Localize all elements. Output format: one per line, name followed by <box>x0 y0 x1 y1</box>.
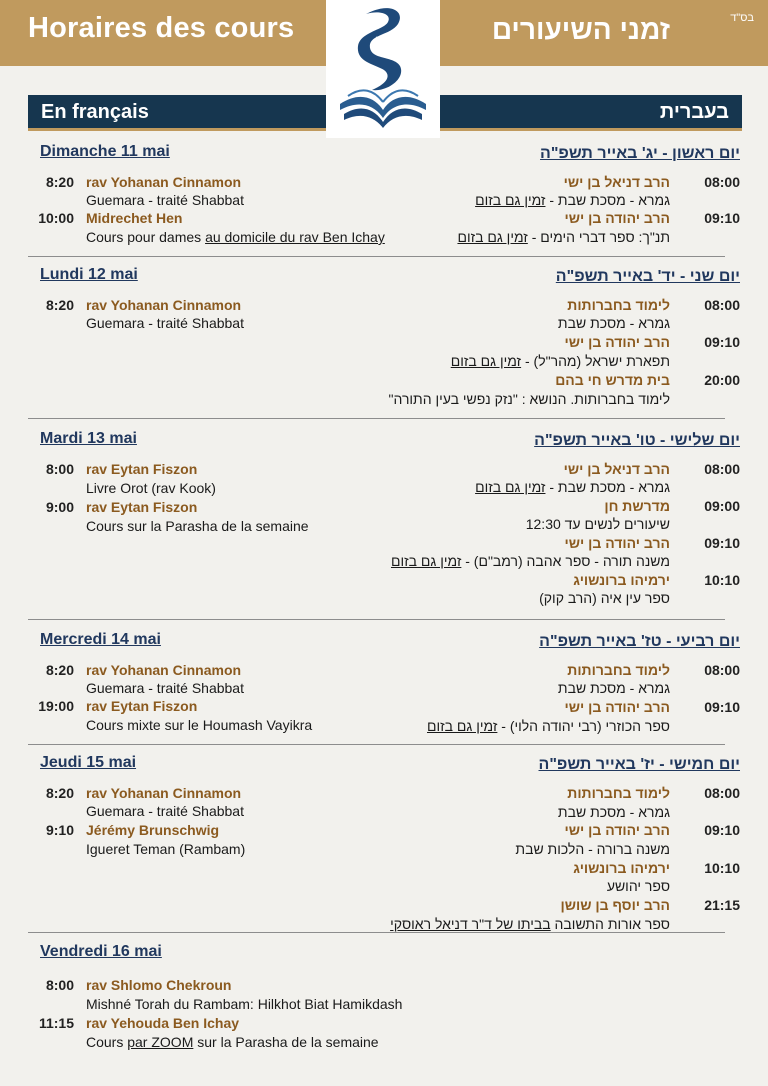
course-description: לימוד בחברותות. הנושא : "נזק נפשי בעין התורה" <box>388 391 670 407</box>
course-description: Guemara - traité Shabbat <box>86 680 244 696</box>
day-monday <box>28 266 742 416</box>
course-description: Cours sur la Parasha de la semaine <box>86 518 309 534</box>
course-description: Igueret Teman (Rambam) <box>86 841 246 857</box>
logo <box>326 0 440 138</box>
course-description: גמרא - מסכת שבת <box>557 680 670 696</box>
day-title-french: Mercredi 14 mai <box>40 631 161 648</box>
zoom-link[interactable]: זמין גם בזום <box>390 553 462 569</box>
course-description: ספר אורות התשובה בביתו של ד"ר דניאל ראוסקי <box>390 916 670 932</box>
lang-label-french: En français <box>41 101 149 123</box>
course-description: גמרא - מסכת שבת - זמין גם בזום <box>475 192 670 208</box>
day-thursday <box>28 754 742 934</box>
course-description: משנה ברורה - הלכות שבת <box>515 841 670 857</box>
day-title-french: Lundi 12 mai <box>40 266 138 283</box>
course-description: תנ"ך: ספר דברי הימים - זמין גם בזום <box>457 229 670 245</box>
day-title-hebrew: יום חמישי - יז' באייר תשפ"ה <box>538 756 740 773</box>
course-description: ספר יהושע <box>606 878 670 894</box>
divider <box>28 744 725 745</box>
course-description: ספר הכוזרי (רבי יהודה הלוי) - זמין גם בזום <box>427 718 670 734</box>
day-title-french: Dimanche 11 mai <box>40 143 170 160</box>
day-title-hebrew: יום ראשון - יג' באייר תשפ"ה <box>540 145 740 162</box>
teacher-name: rav Yohanan Cinnamon <box>86 785 242 801</box>
zoom-link[interactable]: זמין גם בזום <box>427 718 498 734</box>
teacher-name: מדרשת חן <box>604 498 670 514</box>
day-title-hebrew: יום רביעי - טז' באייר תשפ"ה <box>539 633 740 650</box>
course-description: שיעורים לנשים עד 12:30 <box>525 516 670 532</box>
day-wednesday <box>28 631 742 736</box>
teacher-name: הרב יהודה בן ישי <box>564 210 670 226</box>
teacher-name: rav Eytan Fiszon <box>86 698 198 714</box>
bar-accent <box>28 128 326 131</box>
zoom-link[interactable]: זמין גם בזום <box>475 479 546 495</box>
course-description: Cours mixte sur le Houmash Vayikra <box>86 717 313 733</box>
course-time: 09:10 <box>704 535 740 551</box>
course-description: תפארת ישראל (מהר"ל) - זמין גם בזום <box>450 353 670 369</box>
divider <box>28 932 725 933</box>
teacher-name: הרב דניאל בן ישי <box>563 461 670 477</box>
teacher-name: הרב יהודה בן ישי <box>564 822 670 838</box>
course-time: 09:10 <box>704 334 740 350</box>
teacher-name: rav Yohanan Cinnamon <box>86 174 242 190</box>
course-time: 20:00 <box>704 372 740 388</box>
course-description: גמרא - מסכת שבת <box>557 315 670 331</box>
course-description: ספר עין איה (הרב קוק) <box>539 590 670 606</box>
teacher-name: rav Eytan Fiszon <box>86 499 198 515</box>
teacher-name: לימוד בחברותות <box>567 297 670 313</box>
bsd-mark: בס"ד <box>730 12 754 24</box>
course-description: Livre Orot (rav Kook) <box>86 480 216 496</box>
teacher-name: rav Yohanan Cinnamon <box>86 662 242 678</box>
course-time: 09:00 <box>704 498 740 514</box>
teacher-name: לימוד בחברותות <box>567 785 670 801</box>
teacher-name: לימוד בחברותות <box>567 662 670 678</box>
lang-label-hebrew: בעברית <box>659 101 729 123</box>
teacher-name: rav Eytan Fiszon <box>86 461 198 477</box>
lang-bar-hebrew <box>440 95 742 131</box>
day-friday <box>28 943 742 1063</box>
teacher-name: הרב יהודה בן ישי <box>564 334 670 350</box>
course-time: 19:00 <box>38 698 74 714</box>
lang-bar-french <box>28 95 326 131</box>
course-time: 8:20 <box>45 785 74 801</box>
course-time: 21:15 <box>704 897 740 913</box>
day-sunday <box>28 143 742 253</box>
course-time: 8:00 <box>45 977 74 993</box>
day-title-french: Jeudi 15 mai <box>40 754 137 771</box>
course-description: גמרא - מסכת שבת <box>557 804 670 820</box>
location-link: au domicile du rav Ben Ichay <box>205 229 385 245</box>
divider <box>28 256 725 257</box>
day-title-hebrew: יום שני - יד' באייר תשפ"ה <box>555 268 740 285</box>
location-link: בביתו של ד"ר דניאל ראוסקי <box>390 916 551 932</box>
shin-book-logo-icon <box>326 0 440 138</box>
zoom-link[interactable]: זמין גם בזום <box>450 353 522 369</box>
zoom-link[interactable]: זמין גם בזום <box>457 229 528 245</box>
course-time: 09:10 <box>704 699 740 715</box>
divider <box>28 418 725 419</box>
divider <box>28 619 725 620</box>
course-description: Guemara - traité Shabbat <box>86 315 244 331</box>
course-description: Cours par ZOOM sur la Parasha de la semaine <box>86 1034 379 1050</box>
bar-accent <box>440 128 742 131</box>
course-time: 09:10 <box>704 822 740 838</box>
course-time: 11:15 <box>38 1015 74 1031</box>
course-time: 8:20 <box>45 662 74 678</box>
course-time: 08:00 <box>704 461 740 477</box>
teacher-name: rav Yohanan Cinnamon <box>86 297 242 313</box>
day-tuesday <box>28 430 742 610</box>
teacher-name: הרב יוסף בן שושן <box>560 897 670 913</box>
zoom-link[interactable]: par ZOOM <box>127 1034 194 1050</box>
teacher-name: הרב יהודה בן ישי <box>564 699 670 715</box>
teacher-name: Midrechet Hen <box>86 210 183 226</box>
teacher-name: הרב יהודה בן ישי <box>564 535 670 551</box>
title-hebrew: זמני השיעורים <box>491 14 670 45</box>
teacher-name: בית מדרש חי בהם <box>555 372 670 388</box>
course-time: 10:10 <box>704 860 740 876</box>
day-title-french: Mardi 13 mai <box>40 430 137 447</box>
course-description: Cours pour dames au domicile du rav Ben Ichay <box>86 229 385 245</box>
course-description: גמרא - מסכת שבת - זמין גם בזום <box>475 479 670 495</box>
teacher-name: ירמיהו ברונשויג <box>573 572 670 588</box>
course-time: 8:20 <box>45 297 74 313</box>
course-description: משנה תורה - ספר אהבה (רמב"ם) - זמין גם בזום <box>390 553 670 569</box>
course-description: Guemara - traité Shabbat <box>86 192 244 208</box>
course-time: 08:00 <box>704 662 740 678</box>
teacher-name: הרב דניאל בן ישי <box>563 174 670 190</box>
course-time: 8:00 <box>45 461 74 477</box>
course-description: Mishné Torah du Rambam: Hilkhot Biat Hamikdash <box>86 996 403 1012</box>
teacher-name: rav Yehouda Ben Ichay <box>86 1015 240 1031</box>
teacher-name: Jérémy Brunschwig <box>86 822 220 838</box>
day-title-french: Vendredi 16 mai <box>40 943 162 960</box>
course-time: 10:00 <box>38 210 74 226</box>
course-description: Guemara - traité Shabbat <box>86 803 244 819</box>
day-title-hebrew: יום שלישי - טו' באייר תשפ"ה <box>534 432 740 449</box>
course-time: 08:00 <box>704 297 740 313</box>
course-time: 08:00 <box>704 785 740 801</box>
teacher-name: rav Shlomo Chekroun <box>86 977 232 993</box>
teacher-name: ירמיהו ברונשויג <box>573 860 670 876</box>
title-french: Horaires des cours <box>28 12 295 44</box>
course-time: 9:00 <box>45 499 74 515</box>
course-time: 10:10 <box>704 572 740 588</box>
course-time: 09:10 <box>704 210 740 226</box>
course-time: 08:00 <box>704 174 740 190</box>
zoom-link[interactable]: זמין גם בזום <box>475 192 546 208</box>
course-time: 9:10 <box>45 822 74 838</box>
course-time: 8:20 <box>45 174 74 190</box>
